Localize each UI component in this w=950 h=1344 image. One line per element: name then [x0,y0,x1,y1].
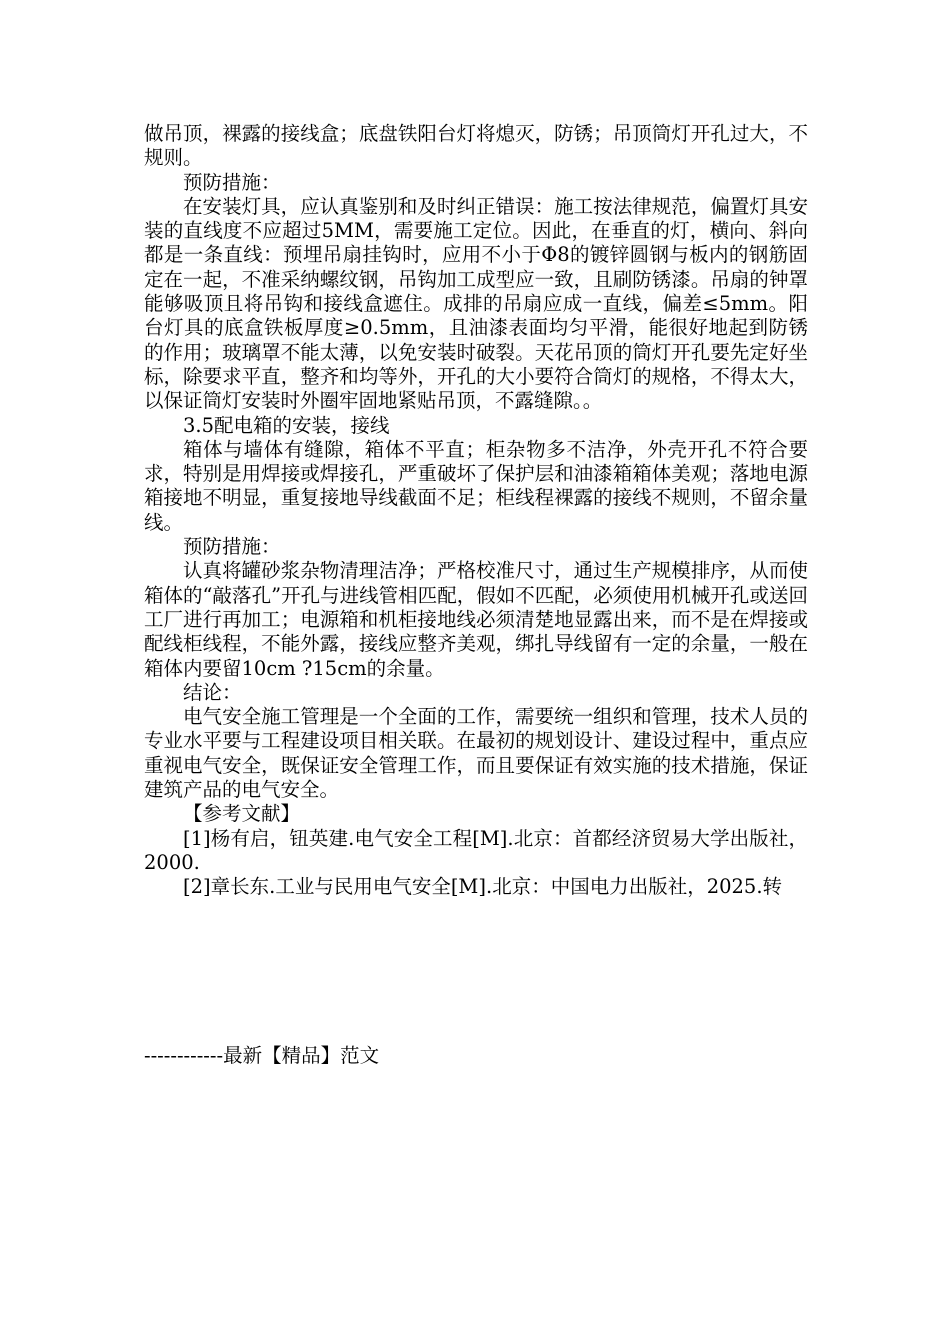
heading-conclusion: 结论： [183,680,242,704]
reference-1: [1]杨有启，钮英建.电气安全工程[M].北京：首都经济贸易大学出版社，2000. [144,826,808,874]
page-footer: ------------最新【精品】范文 [144,1044,380,1067]
paragraph-intro: 做吊顶，裸露的接线盒；底盘铁阳台灯将熄灭，防锈；吊顶筒灯开孔过大，不规则。 [144,122,808,170]
reference-2: [2]章长东.工业与民用电气安全[M].北京：中国电力出版社，2025.转 [183,875,783,899]
heading-references: 【参考文献】 [183,802,301,826]
document-body [144,122,808,900]
paragraph-lighting-install: 在安装灯具，应认真鉴别和及时纠正错误：施工按法律规范，偏置灯具安装的直线度不应超过5MM，需要施工定位。因此，在垂直的灯，横向、斜向都是一条直线：预埋吊扇挂钩时，应用不小于Φ8的镀锌圆钢与板内的钢筋固定在一起，不准采纳螺纹钢，吊钩加工成型应一致，且刷防锈漆。吊扇的钟罩能够吸顶且将吊钩和接线盒遮住。成排的吊扇应成一直线，偏差≤5mm。阳台灯具的底盒铁板厚度≥0.5mm，且油漆表面均匀平滑，能很好地起到防锈的作用；玻璃罩不能太薄，以免安装时破裂。天花吊顶的筒灯开孔要先定好坐标，除要求平直，整齐和均等外，开孔的大小要符合筒灯的规格，不得太大，以保证筒灯安装时外圈牢固地紧贴吊顶，不露缝隙。。 [144,194,808,413]
heading-prevention-1: 预防措施： [183,170,281,194]
paragraph-box-problems: 箱体与墙体有缝隙，箱体不平直；柜杂物多不洁净，外壳开孔不符合要求，特别是用焊接或焊接孔，严重破坏了保护层和油漆箱箱体美观；落地电源箱接地不明显，重复接地导线截面不足；柜线程裸露的接线不规则，不留余量线。 [144,437,808,534]
heading-prevention-2: 预防措施： [183,535,281,559]
heading-section-3-5: 3.5配电箱的安装，接线 [183,413,390,437]
paragraph-conclusion: 电气安全施工管理是一个全面的工作，需要统一组织和管理，技术人员的专业水平要与工程建设项目相关联。在最初的规划设计、建设过程中，重点应重视电气安全，既保证安全管理工作，而且要保证有效实施的技术措施，保证建筑产品的电气安全。 [144,705,808,802]
paragraph-box-prevention: 认真将罐砂浆杂物清理洁净；严格校准尺寸，通过生产规模排序，从而使箱体的“敲落孔”开孔与进线管相匹配，假如不匹配，必须使用机械开孔或送回工厂进行再加工；电源箱和机柜接地线必须清楚地显露出来，而不是在焊接或配线柜线程，不能外露，接线应整齐美观，绑扎导线留有一定的余量，一般在箱体内要留10cm ?15cm的余量。 [144,559,808,680]
